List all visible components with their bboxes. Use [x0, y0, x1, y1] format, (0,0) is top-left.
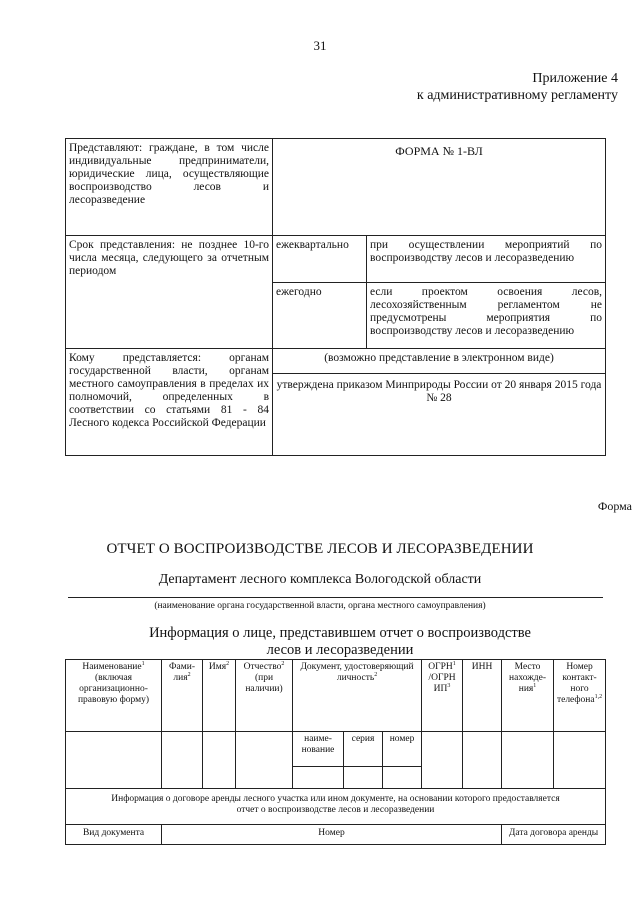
doc-type-header: Вид документа — [66, 825, 162, 845]
appendix-header — [417, 70, 618, 104]
value-firstname — [203, 732, 236, 789]
col-surname-header: Фами-лия$^2$ — [162, 660, 203, 732]
reporter-info-table — [65, 659, 606, 845]
info-title-line-2: лесов и лесоразведении — [266, 642, 414, 658]
approved-note: утверждена приказом Минприроды России от 20 января 2015 года № 28 — [273, 374, 606, 456]
sub-doc-series-header: серия — [344, 732, 383, 767]
contract-info-caption: Информация о договоре аренды лесного участка или ином документе, на основании которого предоставляется отчет о воспроизводстве лесов и лесоразведении — [66, 789, 606, 825]
department-name: Департамент лесного комплекса Вологодской области — [158, 572, 482, 587]
value-doc-name — [293, 767, 344, 789]
page-number: 31 — [313, 38, 327, 53]
form-title: ФОРМА № 1-ВЛ — [273, 139, 606, 236]
col-patronymic-header: Отчество$^2$ (при наличии) — [236, 660, 293, 732]
col-firstname-header: Имя$^2$ — [203, 660, 236, 732]
sub-doc-name-header: наиме-нование — [293, 732, 344, 767]
col-inn-header: ИНН — [463, 660, 502, 732]
annually-label: ежегодно — [273, 283, 367, 349]
appendix-line-1: Приложение 4 — [532, 71, 618, 86]
doc-number-header: Номер — [162, 825, 502, 845]
value-location — [502, 732, 554, 789]
col-document-header: Документ, удостоверяющий личность$^2$ — [293, 660, 422, 732]
electronic-note: (возможно представление в электронном виде) — [273, 349, 606, 374]
deadline-cell: Срок представления: не позднее 10-го числа месяца, следующего за отчетным периодом — [66, 236, 273, 349]
info-section-title — [100, 625, 580, 659]
info-title-line-1: Информация о лице, представившем отчет о воспроизводстве — [149, 625, 531, 641]
value-inn — [463, 732, 502, 789]
department-caption: (наименование органа государственной власти, органа местного самоуправления) — [154, 601, 486, 611]
value-ogrn — [422, 732, 463, 789]
value-phone — [554, 732, 606, 789]
lease-date-header: Дата договора аренды — [502, 825, 606, 845]
forma-label: Форма — [597, 499, 632, 513]
value-surname — [162, 732, 203, 789]
annually-condition: если проектом освоения лесов, лесохозяйственным регламентом не предусмотрены мероприятия по воспроизводству лесов и лесоразведению — [367, 283, 606, 349]
value-name — [66, 732, 162, 789]
value-doc-number — [383, 767, 422, 789]
quarterly-label: ежеквартально — [273, 236, 367, 283]
sub-doc-number-header: номер — [383, 732, 422, 767]
col-ogrn-header: ОГРН$^1$ /ОГРН $ИП^3$ — [422, 660, 463, 732]
form-header-table — [65, 138, 606, 456]
col-location-header: Место нахожде-ния$^1$ — [502, 660, 554, 732]
presenters-cell: Представляют: граждане, в том числе индивидуальные предприниматели, юридические лица, осуществляющие воспроизводство лесов и лесоразведение — [66, 139, 273, 236]
quarterly-condition: при осуществлении мероприятий по воспроизводству лесов и лесоразведению — [367, 236, 606, 283]
value-doc-series — [344, 767, 383, 789]
appendix-line-2: к административному регламенту — [416, 88, 618, 103]
recipient-cell: Кому представляется: органам государственной власти, органам местного самоуправления в пределах их полномочий, определенных в соответствии со статьями 81 - 84 Лесного кодекса Российской Федерации — [66, 349, 273, 456]
value-patronymic — [236, 732, 293, 789]
report-title: ОТЧЕТ О ВОСПРОИЗВОДСТВЕ ЛЕСОВ И ЛЕСОРАЗВЕДЕНИИ — [106, 541, 534, 557]
col-name-header: Наименование$^1$ (включая организационно-правовую форму) — [66, 660, 162, 732]
department-underline — [68, 597, 603, 598]
col-phone-header: Номер контакт-ного телефона$^{1,2}$ — [554, 660, 606, 732]
